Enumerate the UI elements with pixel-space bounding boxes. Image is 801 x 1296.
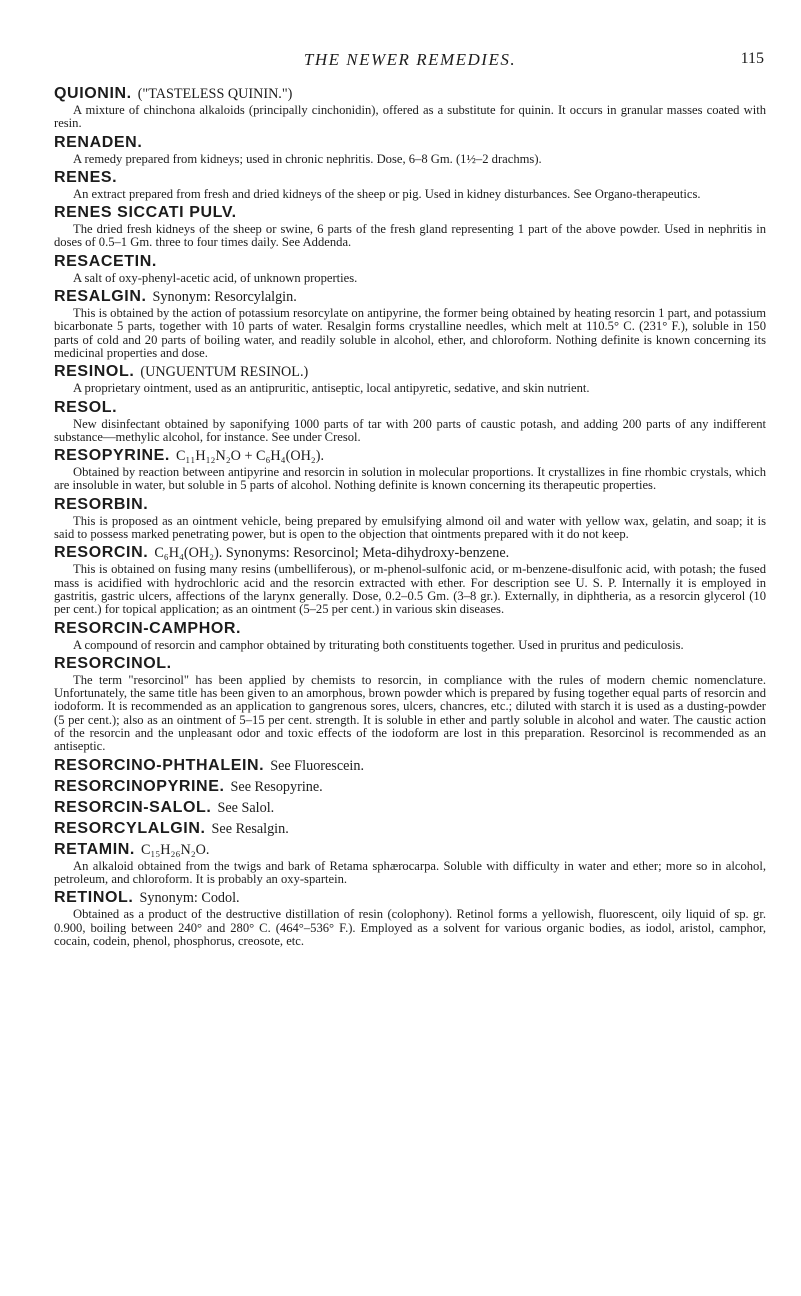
entry-heading-line [54,169,766,187]
entry-headword: RESORCINO-PHTHALEIN. [54,756,265,774]
entry-headword: RESORCINOL. [54,654,172,672]
entry-body: New disinfectant obtained by saponifying 1000 parts of tar with 200 parts of caustic potash, and adding 200 parts of any indifferent substance—methylic alcohol, for instance. See under Cresol. [54,416,766,444]
entry-body: A mixture of chinchona alkaloids (principally cinchonidin), offered as a substitute for quinin. It occurs in granular masses coated with resin. [54,103,766,131]
dictionary-entry [54,169,766,201]
entry-heading-extra: ("TASTELESS QUININ.") [137,86,293,102]
dictionary-entry [54,204,766,250]
entry-headword: RESOL. [54,398,118,416]
entry-heading-line [54,134,766,152]
entry-heading-line [54,544,766,562]
entry-heading-line [54,820,766,838]
dictionary-entry [54,820,766,838]
dictionary-entry [54,85,766,131]
dictionary-entry [54,841,766,887]
entry-heading-line [54,363,766,381]
running-head [54,0,766,82]
entry-heading-line [54,496,766,514]
dictionary-entry [54,889,766,948]
entry-heading-extra: Synonym: Codol. [139,890,240,907]
entry-body: The dried fresh kidneys of the sheep or swine, 6 parts of the fresh gland representing 1 part of the above powder. Used in nephritis in doses of 0.5–1 Gm. three to four times daily. See Addenda. [54,222,766,250]
entry-headword: RESALGIN. [54,288,147,306]
entry-headword: RESORCYLALGIN. [54,819,206,837]
entry-body: Obtained by reaction between antipyrine and resorcin in solution in molecular proportions. It crystallizes in fine rhombic crystals, which are insoluble in water, but soluble in 5 parts of alcohol. Nothing definite is known concerning its therapeutic properties. [54,465,766,493]
dictionary-entry [54,655,766,754]
entry-heading-line [54,778,766,796]
entry-headword: RESORCINOPYRINE. [54,777,225,795]
entry-headword: RETAMIN. [54,840,135,858]
entry-heading-extra: See Salol. [217,799,275,816]
entry-heading-line [54,620,766,638]
dictionary-entry [54,363,766,395]
entry-heading-line [54,447,766,465]
entry-headword: RESORCIN-SALOL. [54,798,212,816]
entry-body: This is obtained by the action of potassium resorcylate on antipyrine, the former being obtained by heating resorcin 1 part, and potassium bicarbonate 5 parts, together with 10 parts of water. Resalgin forms crystalline needles, which melt at 110.5° C. (231° F.), soluble in 150 parts of cold and 20 parts of boiling water, and readily soluble in alcohol, ether, and chloroform. Nothing definite is known concerning its medicinal properties and dose. [54,306,766,360]
entry-body: An alkaloid obtained from the twigs and bark of Retama sphærocarpa. Soluble with difficulty in water and ether; more so in alcohol, petroleum, and chloroform. It is probably an oxy-spartein. [54,858,766,886]
entry-headword: RESORBIN. [54,495,149,513]
dictionary-entry [54,799,766,817]
running-title: THE NEWER REMEDIES. [303,50,517,69]
entry-heading-extra: C₆H₄(OH₂). Synonyms: Resorcinol; Meta-dihydroxy-benzene. [154,545,510,562]
entry-headword: RESORCIN-CAMPHOR. [54,619,242,637]
dictionary-entry [54,496,766,542]
dictionary-entry [54,253,766,285]
entry-heading-line [54,889,766,907]
entry-heading-extra: C₁₁H₁₂N₂O + C₆H₄(OH₂). [175,448,325,465]
dictionary-entry [54,620,766,652]
entries-list [54,85,766,948]
entry-body: This is proposed as an ointment vehicle, being prepared by emulsifying almond oil and water with yellow wax, gelatin, and soap; it is said to possess marked penetrating power, but is open to the objection that ointments prepared with it do not keep. [54,513,766,542]
entry-body: A remedy prepared from kidneys; used in chronic nephritis. Dose, 6–8 Gm. (1½–2 drachms). [73,151,542,166]
entry-heading-line [54,757,766,775]
entry-headword: RESINOL. [54,363,135,381]
dictionary-entry [54,399,766,445]
dictionary-entry [54,757,766,775]
dictionary-entry [54,134,766,166]
entry-headword: RESACETIN. [54,252,157,270]
entry-heading-line [54,253,766,271]
entry-headword: RENES SICCATI PULV. [54,204,237,222]
entry-body: A salt of oxy-phenyl-acetic acid, of unknown properties. [73,270,358,285]
entry-heading-line [54,85,766,103]
dictionary-entry [54,778,766,796]
entry-headword: QUIONIN. [54,85,132,102]
entry-heading-line [54,288,766,306]
dictionary-entry [54,447,766,493]
entry-body: An extract prepared from fresh and dried kidneys of the sheep or pig. Used in kidney disturbances. See Organo-therapeutics. [73,186,701,201]
entry-heading-extra: C₁₅H₂₆N₂O. [140,841,210,858]
entry-heading-line [54,841,766,859]
entry-headword: RENES. [54,168,118,186]
entry-headword: RESOPYRINE. [54,447,170,465]
entry-heading-line [54,655,766,673]
entry-heading-extra: See Fluorescein. [270,757,365,774]
dictionary-entry [54,288,766,360]
entry-body: A compound of resorcin and camphor obtained by triturating both constituents together. Used in pruritus and pediculosis. [73,637,684,652]
entry-headword: RENADEN. [54,133,143,151]
entry-body: This is obtained on fusing many resins (umbelliferous), or m-phenol-sulfonic acid, or m-benzene-disulfonic acid, with potash; the fused mass is acidified with hydrochloric acid and the resorcin extracted with ether. For description see U. S. P. Internally it is employed in gastritis, gastric ulcers, affections of the larynx generally. Dose, 0.2–0.5 Gm. (3–8 gr.). Externally, in diphtheria, as a resorcin glycerol (10 per cent.) for topical application; as an ointment (5–25 per cent.) in various skin diseases. [54,562,766,617]
entry-headword: RESORCIN. [54,544,149,562]
entry-body: Obtained as a product of the destructive distillation of resin (colophony). Retinol forms a yellowish, fluorescent, oily liquid of sp. gr. 0.900, boiling between 240° and 280° C. (464°–536° F.). Employed as a solvent for various organic bodies, as iodol, aristol, camphor, cocain, codein, phenol, phosphorus, creosote, etc. [54,907,766,948]
entry-heading-extra: (UNGUENTUM RESINOL.) [140,364,309,381]
entry-body: The term "resorcinol" has been applied by chemists to resorcin, in compliance with the rules of modern chemic nomenclature. Unfortunately, the same title has been given to an amorphous, brown powder which is prepared by fusing together equal parts of resorcin and iodoform. It is recommended as an application to gangrenous sores, ulcers, chancres, etc.; diluted with starch it is used as a dusting-powder (5 per cent.); also as an ointment of 5–15 per cent. strength. It is soluble in ether and partly soluble in alcohol and water. The caustic action of the resorcin and the unpleasant odor and toxic effects of the iodoform are lost in this preparation. Resorcinol is recommended as an antiseptic. [54,672,766,754]
entry-heading-extra: Synonym: Resorcylalgin. [152,289,297,306]
entry-heading-extra: See Resopyrine. [230,778,323,795]
entry-heading-extra: See Resalgin. [211,820,289,837]
dictionary-entry [54,544,766,616]
entry-heading-line [54,799,766,817]
entry-heading-line [54,204,766,222]
entry-headword: RETINOL. [54,889,134,907]
entry-heading-line [54,399,766,417]
page-number: 115 [740,50,764,67]
entry-body: A proprietary ointment, used as an antipruritic, antiseptic, local antipyretic, sedative, and skin nutrient. [73,381,590,396]
